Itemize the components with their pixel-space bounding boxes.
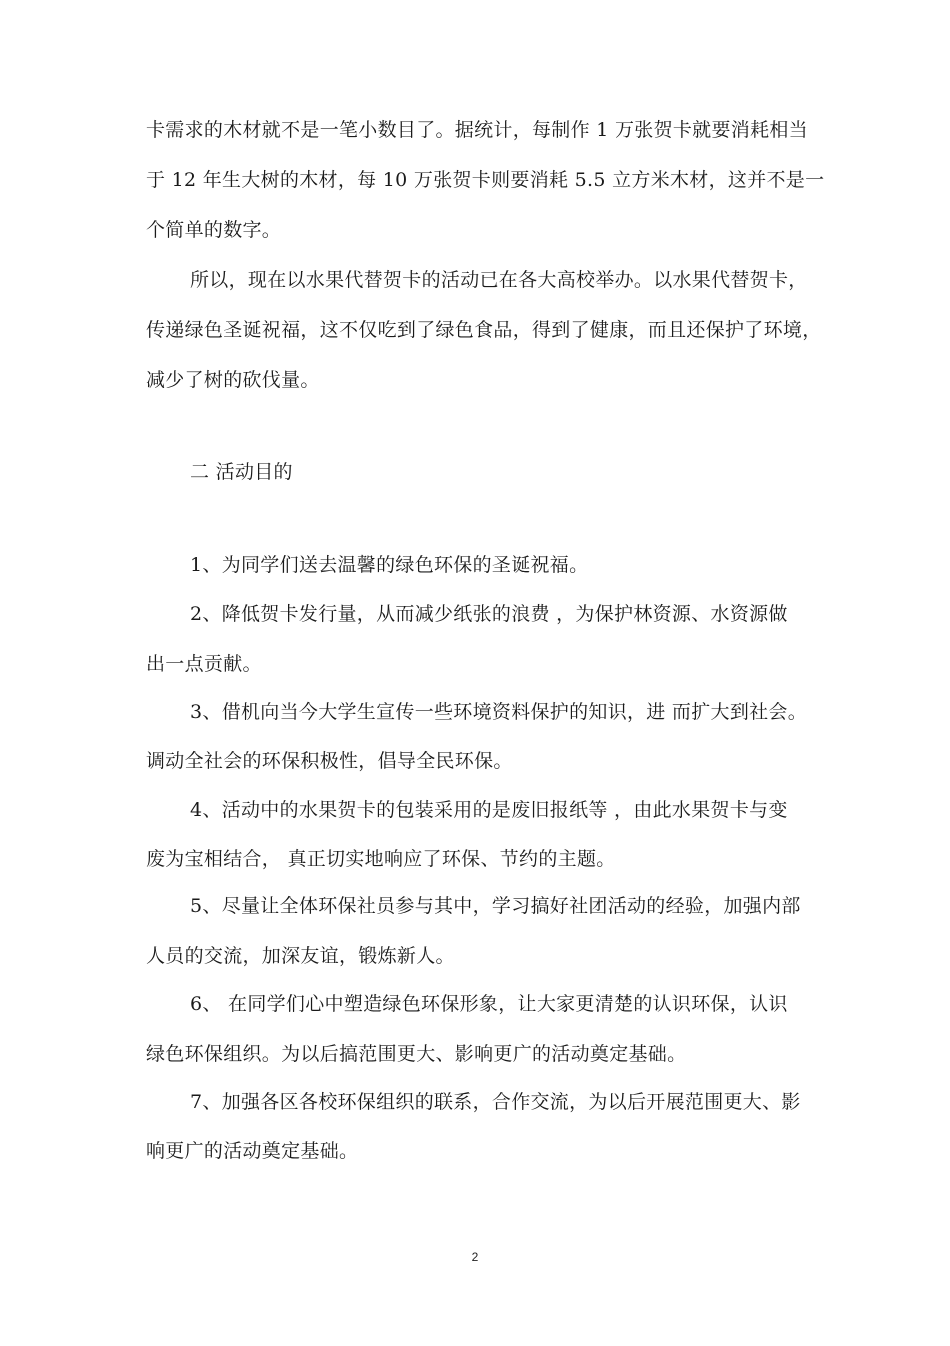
intro-line-3: 个简单的数字。 bbox=[146, 219, 282, 241]
fruit-line-3: 减少了树的砍伐量。 bbox=[146, 369, 320, 391]
item-2-line-2: 出一点贡献。 bbox=[146, 653, 262, 675]
item-3-line-1: 3、借机向当今大学生宣传一些环境资料保护的知识，进 而扩大到社会。 bbox=[190, 701, 808, 723]
intro-line-1: 卡需求的木材就不是一笔小数目了。据统计，每制作 1 万张贺卡就要消耗相当 bbox=[146, 119, 808, 141]
item-5-line-1: 5、尽量让全体环保社员参与其中，学习搞好社团活动的经验，加强内部 bbox=[190, 895, 801, 917]
item-1-line-1: 1、为同学们送去温馨的绿色环保的圣诞祝福。 bbox=[190, 554, 589, 576]
item-4-line-2: 废为宝相结合， 真正切实地响应了环保、节约的主题。 bbox=[146, 848, 616, 870]
item-7-line-1: 7、加强各区各校环保组织的联系，合作交流，为以后开展范围更大、影 bbox=[190, 1091, 801, 1113]
fruit-line-2: 传递绿色圣诞祝福，这不仅吃到了绿色食品，得到了健康，而且还保护了环境， bbox=[146, 319, 822, 341]
intro-line-2: 于 12 年生大树的木材，每 10 万张贺卡则要消耗 5.5 立方米木材，这并不是一 bbox=[146, 169, 825, 191]
item-6-line-2: 绿色环保组织。为以后搞范围更大、影响更广的活动奠定基础。 bbox=[146, 1043, 687, 1065]
item-2-line-1: 2、降低贺卡发行量，从而减少纸张的浪费 ，为保护林资源、水资源做 bbox=[190, 603, 788, 625]
item-3-line-2: 调动全社会的环保积极性，倡导全民环保。 bbox=[146, 750, 513, 772]
page-number: 2 bbox=[471, 1250, 479, 1264]
item-4-line-1: 4、活动中的水果贺卡的包装采用的是废旧报纸等 ，由此水果贺卡与变 bbox=[190, 799, 788, 821]
fruit-line-1: 所以，现在以水果代替贺卡的活动已在各大高校举办。以水果代替贺卡， bbox=[190, 269, 808, 291]
section-heading: 二 活动目的 bbox=[190, 461, 293, 483]
item-6-line-1: 6、 在同学们心中塑造绿色环保形象，让大家更清楚的认识环保，认识 bbox=[190, 993, 788, 1015]
item-7-line-2: 响更广的活动奠定基础。 bbox=[146, 1140, 359, 1162]
item-5-line-2: 人员的交流，加深友谊，锻炼新人。 bbox=[146, 945, 455, 967]
